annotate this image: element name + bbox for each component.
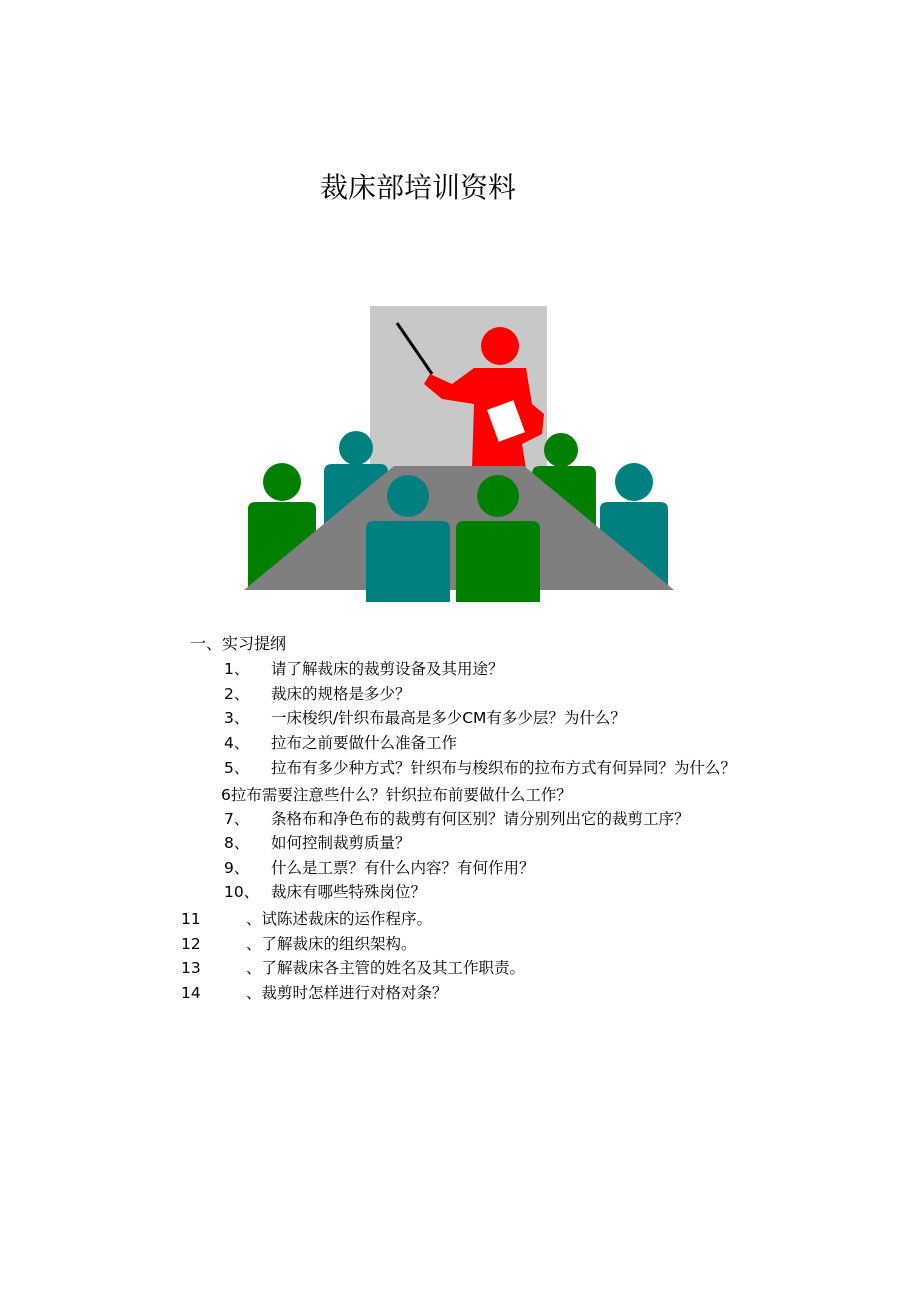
item-text: 条格布和净色布的裁剪有何区别？请分别列出它的裁剪工序？ (271, 810, 690, 828)
item-number: 7、 (224, 810, 250, 828)
item-number: 1、 (224, 660, 250, 678)
item-number: 10、 (224, 883, 260, 901)
item-number: 8、 (224, 834, 250, 852)
item-number: 3、 (224, 709, 250, 727)
item-text: 6拉布需要注意些什么？针织拉布前要做什么工作？ (221, 786, 572, 804)
item-text: 裁床的规格是多少？ (271, 685, 411, 703)
item-text: 、了解裁床的组织架构。 (246, 935, 417, 953)
training-meeting-illustration (242, 304, 674, 604)
item-text: 、裁剪时怎样进行对格对条？ (246, 984, 448, 1002)
document-title: 裁床部培训资料 (320, 171, 517, 204)
item-text: 请了解裁床的裁剪设备及其用途？ (271, 660, 504, 678)
item-number: 12 (181, 935, 201, 953)
item-text: 、了解裁床各主管的姓名及其工作职责。 (246, 959, 526, 977)
item-number: 2、 (224, 685, 250, 703)
item-number: 14 (181, 984, 201, 1002)
item-text: 一床梭织/针织布最高是多少CM有多少层？为什么？ (271, 709, 626, 727)
item-text: 如何控制裁剪质量？ (271, 834, 411, 852)
item-text: 拉布有多少种方式？针织布与梭织布的拉布方式有何异同？为什么？ (271, 759, 737, 777)
item-number: 13 (181, 959, 201, 977)
item-number: 5、 (224, 759, 250, 777)
item-number: 4、 (224, 734, 250, 752)
item-text: 拉布之前要做什么准备工作 (271, 734, 458, 752)
item-number: 11 (181, 910, 201, 928)
item-text: 裁床有哪些特殊岗位？ (271, 883, 427, 901)
item-number: 9、 (224, 859, 250, 877)
item-text: 、试陈述裁床的运作程序。 (246, 910, 433, 928)
section-heading: 一、实习提纲 (190, 634, 287, 653)
item-text: 什么是工票？有什么内容？有何作用？ (271, 859, 535, 877)
